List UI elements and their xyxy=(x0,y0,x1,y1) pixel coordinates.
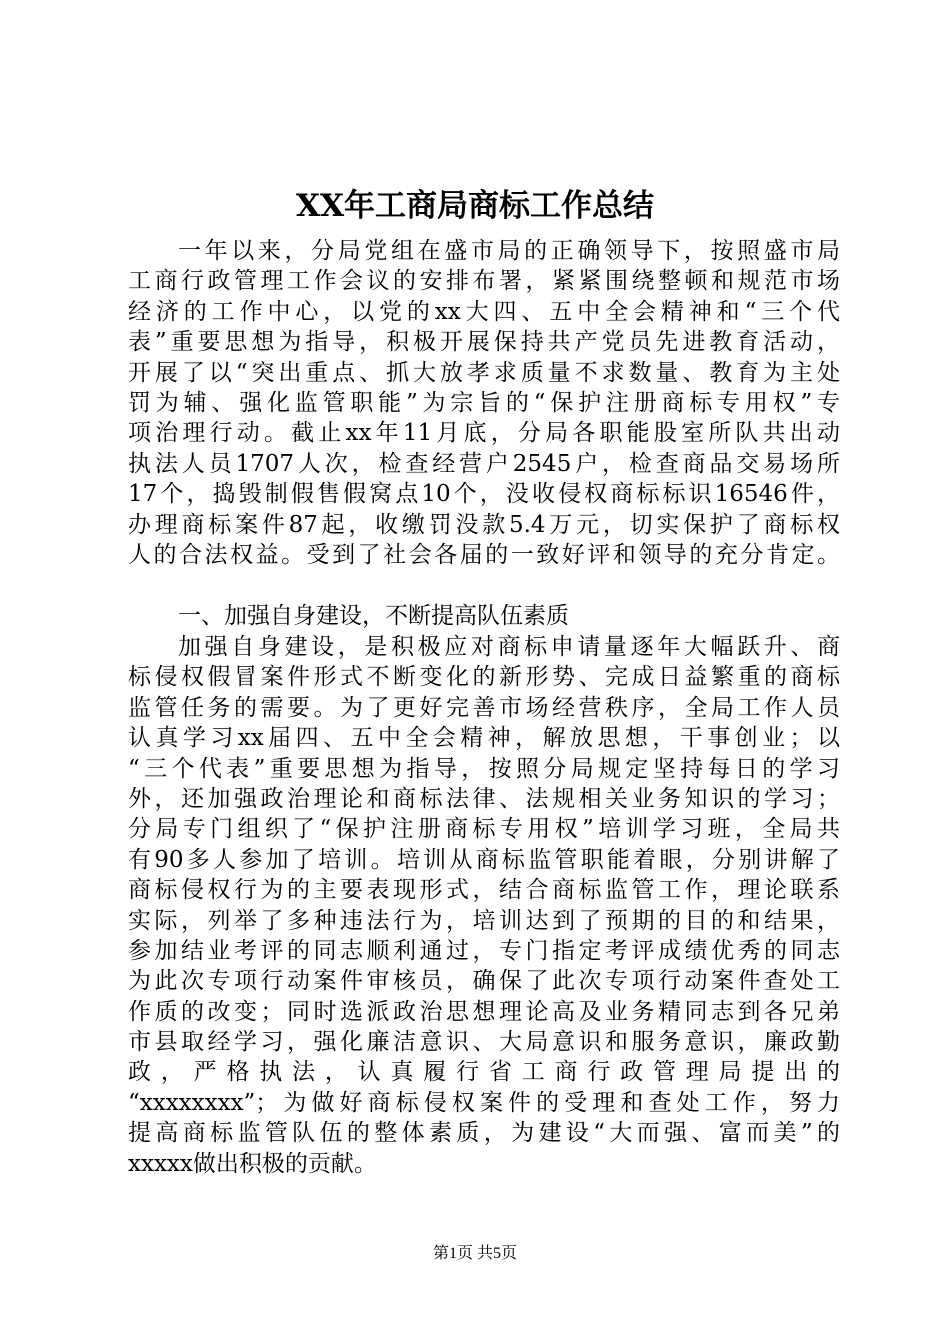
paragraph-line: 17个，捣毁制假售假窝点10个，没收侵权商标标识16546件， xyxy=(128,481,840,508)
paragraph-line: 开展了以“突出重点、抓大放孝求质量不求数量、教育为主处 xyxy=(128,359,840,386)
paragraph-line: 参加结业考评的同志顺利通过，专门指定考评成绩优秀的同志 xyxy=(128,937,840,964)
paragraph-line: 作质的改变；同时选派政治思想理论高及业务精同志到各兄弟 xyxy=(128,998,840,1025)
paragraph-line: 标侵权假冒案件形式不断变化的新形势、完成日益繁重的商标 xyxy=(128,664,840,691)
paragraph-line: 罚为辅、强化监管职能”为宗旨的“保护注册商标专用权”专 xyxy=(128,389,840,416)
paragraph-section1 xyxy=(128,632,840,1179)
paragraph-line: 外，还加强政治理论和商标法律、法规相关业务知识的学习； xyxy=(128,785,840,812)
paragraph-line: 工商行政管理工作会议的安排布署，紧紧围绕整顿和规范市场 xyxy=(128,268,840,295)
section-heading xyxy=(128,601,840,631)
paragraph-line: 加强自身建设，是积极应对商标申请量逐年大幅跃升、商 xyxy=(178,634,840,660)
paragraph-line: “xxxxxxxx”；为做好商标侵权案件的受理和查处工作，努力 xyxy=(128,1089,840,1116)
paragraph-line: 监管任务的需要。为了更好完善市场经营秩序，全局工作人员 xyxy=(128,694,840,721)
page-indicator: 第1页 共5页 xyxy=(432,1245,517,1262)
paragraph-line: 市县取经学习，强化廉洁意识、大局意识和服务意识，廉政勤 xyxy=(128,1029,840,1056)
paragraph-line: 提高商标监管队伍的整体素质，为建设“大而强、富而美”的 xyxy=(128,1120,840,1147)
section-heading-text: 一、加强自身建设，不断提高队伍素质 xyxy=(178,603,569,629)
paragraph-line: xxxxx做出积极的贡献。 xyxy=(128,1150,377,1177)
paragraph-line: 表”重要思想为指导，积极开展保持共产党员先进教育活动， xyxy=(128,329,840,356)
paragraph-line: “三个代表”重要思想为指导，按照分局规定坚持每日的学习 xyxy=(128,755,840,782)
paragraph-line: 商标侵权行为的主要表现形式，结合商标监管工作，理论联系 xyxy=(128,877,840,904)
paragraph-line: 分局专门组织了“保护注册商标专用权”培训学习班，全局共 xyxy=(128,816,840,843)
paragraph-line: 经济的工作中心，以党的xx大四、五中全会精神和“三个代 xyxy=(128,298,840,325)
paragraph-line: 执法人员1707人次，检查经营户2545户，检查商品交易场所 xyxy=(128,450,840,477)
paragraph-line: 一年以来，分局党组在盛市局的正确领导下，按照盛市局 xyxy=(178,238,840,264)
paragraph-line: 认真学习xx届四、五中全会精神，解放思想，干事创业；以 xyxy=(128,725,840,752)
paragraph-line: 项治理行动。截止xx年11月底，分局各职能股室所队共出动 xyxy=(128,420,840,447)
paragraph-line: 政，严格执法，认真履行省工商行政管理局提出的 xyxy=(128,1059,840,1086)
page-title: XX年工商局商标工作总结 xyxy=(295,188,655,224)
paragraph-line: 人的合法权益。受到了社会各届的一致好评和领导的充分肯定。 xyxy=(128,541,840,568)
paragraph-line: 实际，列举了多种违法行为，培训达到了预期的目的和结果， xyxy=(128,907,840,934)
paragraph-line: 有90多人参加了培训。培训从商标监管职能着眼，分别讲解了 xyxy=(128,846,840,873)
paragraph-line: 办理商标案件87起，收缴罚没款5.4万元，切实保护了商标权 xyxy=(128,511,840,538)
paragraph-line: 为此次专项行动案件审核员，确保了此次专项行动案件查处工 xyxy=(128,968,840,995)
paragraph-intro xyxy=(128,236,840,570)
